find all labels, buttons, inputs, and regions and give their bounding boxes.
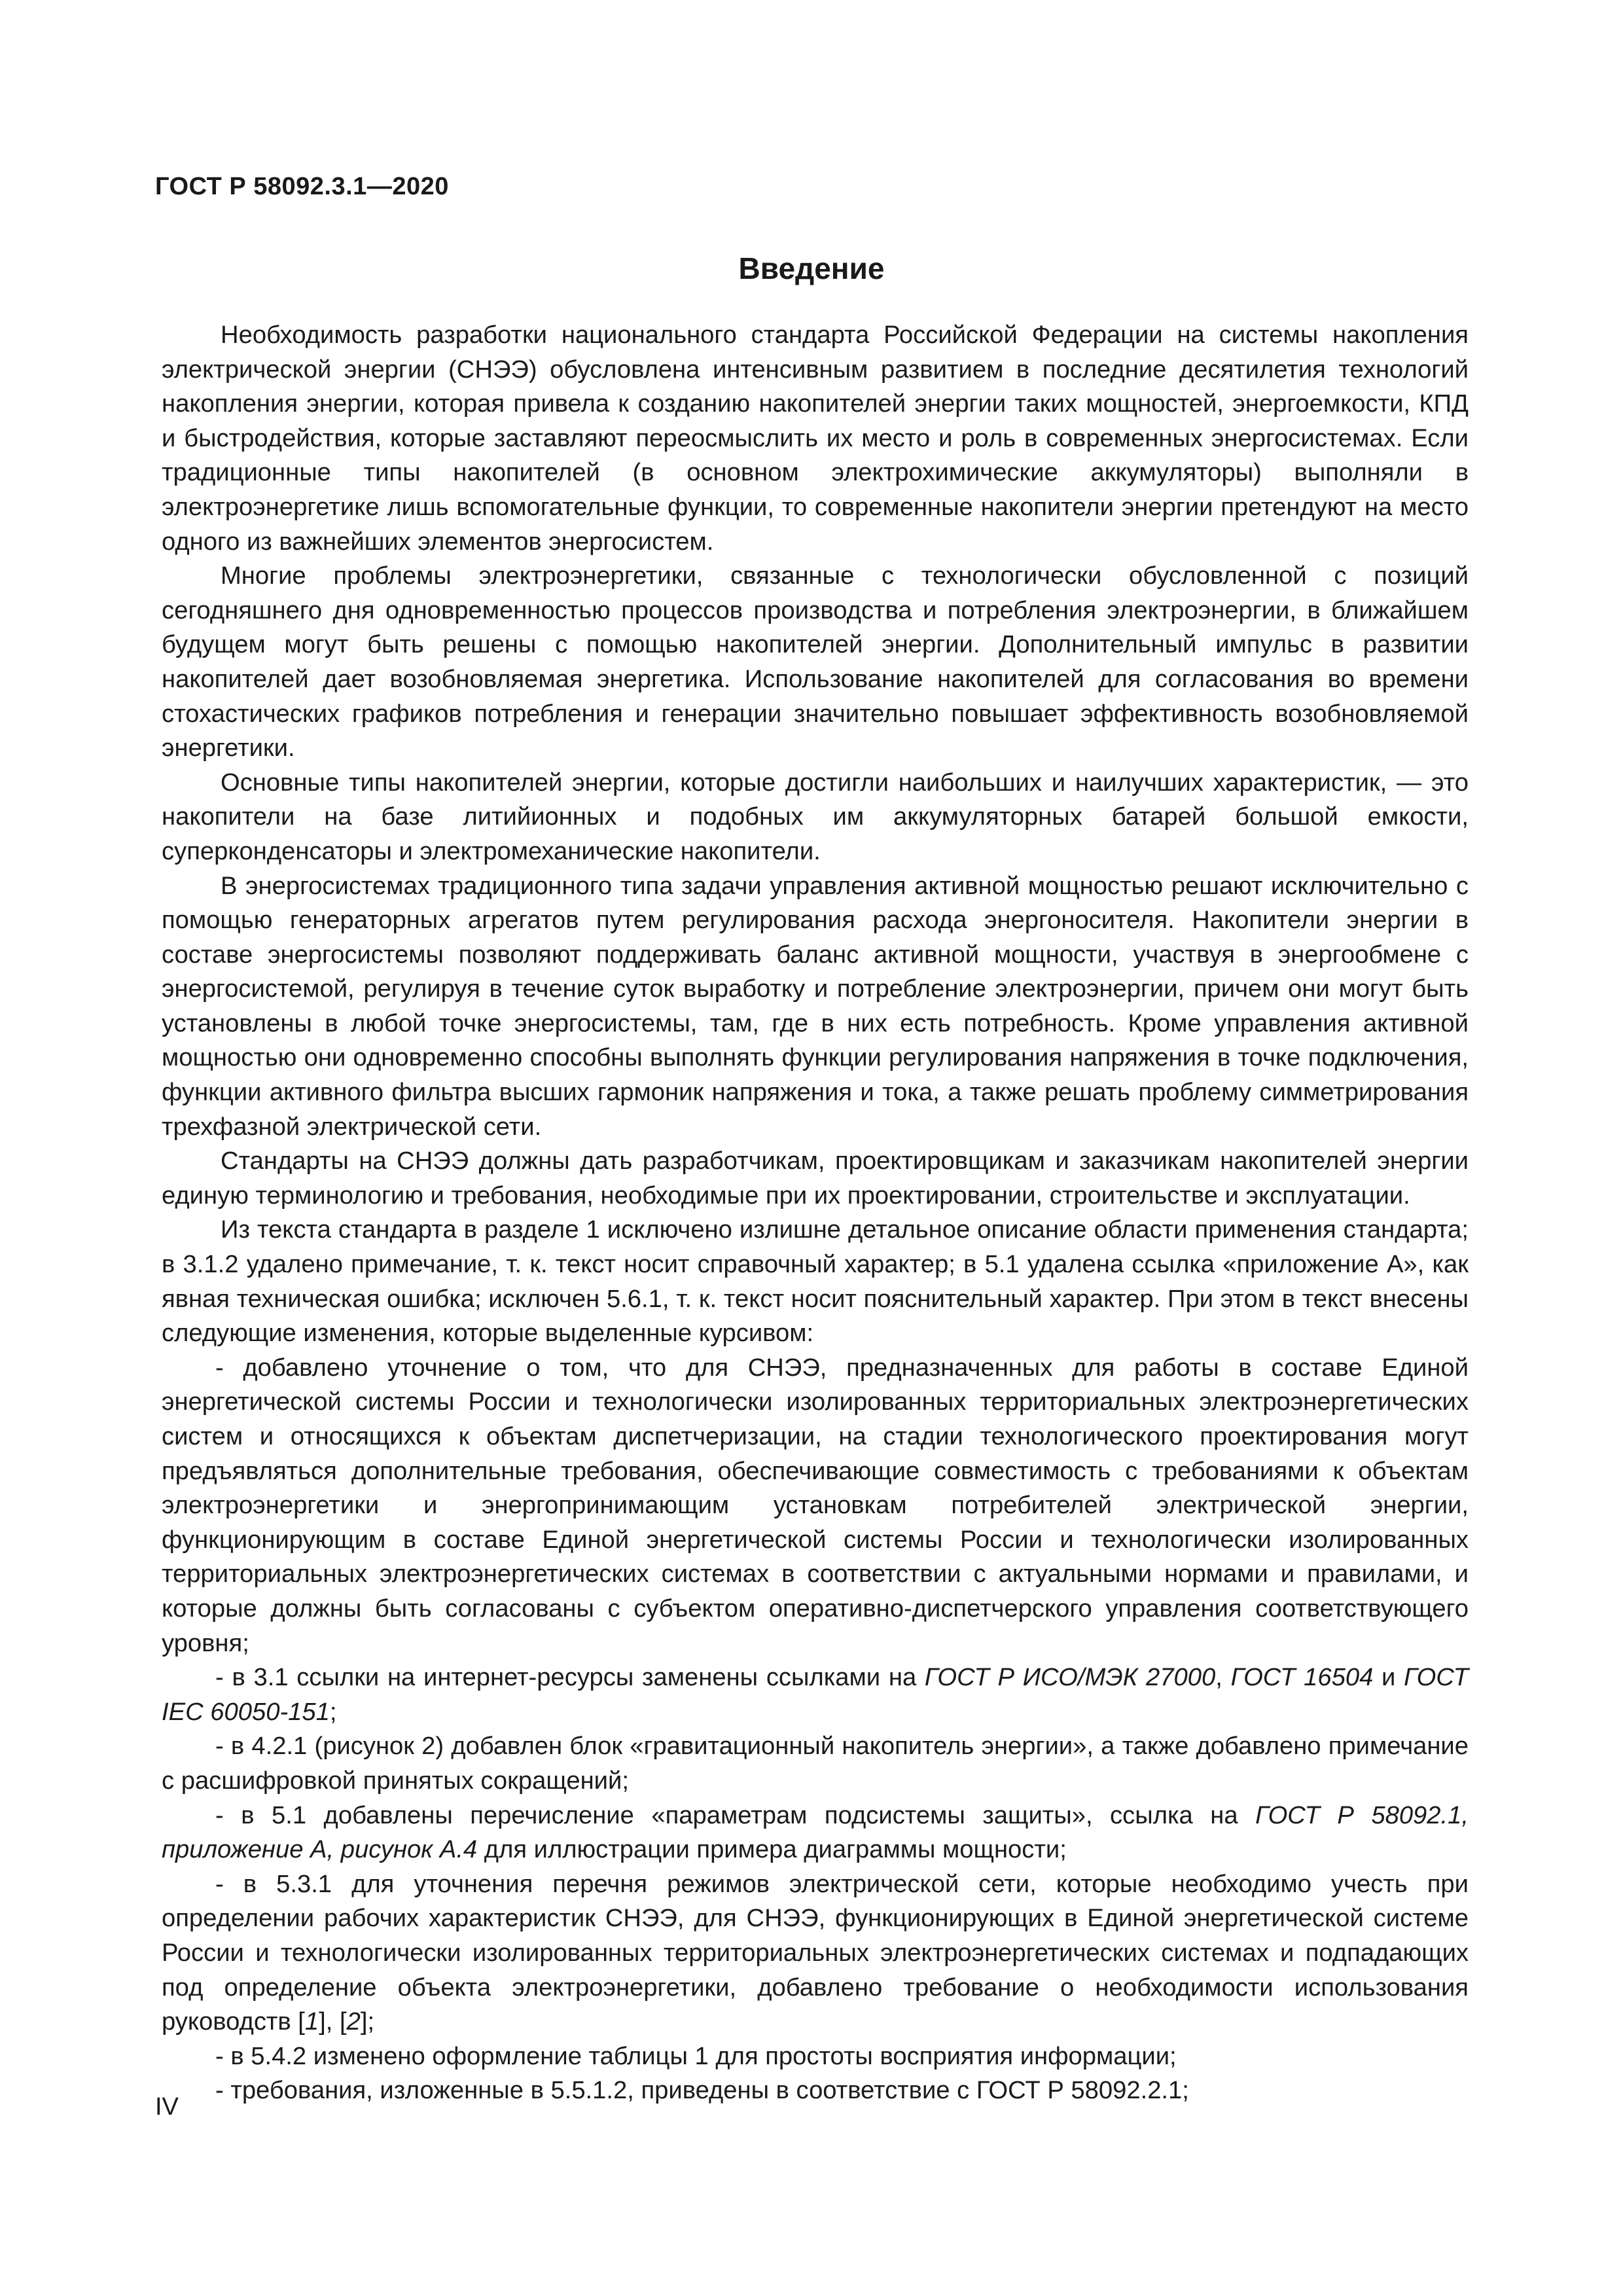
standard-reference: ГОСТ Р 58092.1, приложение А, рисунок А.4 [162, 1801, 1469, 1864]
list-item-text: - в 5.1 добавлены перечисление «параметрам подсистемы защиты», ссылка на [215, 1801, 1256, 1829]
list-item [162, 1867, 1469, 2039]
document-header-code: ГОСТ Р 58092.3.1—2020 [155, 173, 449, 200]
bibliography-reference: 1 [304, 2007, 319, 2036]
list-item: - добавлено уточнение о том, что для СНЭЭ, предназначенных для работы в составе Единой энергетической системы России и технологически изолированных территориальных электроэнергетических систем и относящихся к объектам диспетчеризации, на стадии технологического проектирования могут предъявляться дополнительные требования, обеспечивающие совместимость с требованиями к объектам электроэнергетики и энергопринимающим установкам потребителей электрической энергии, функционирующим в составе Единой энергетической системы России и технологически изолированных территориальных электроэнергетических системах в соответствии с актуальными нормами и правилами, и которые должны быть согласованы с субъектом оперативно-диспетчерского управления соответствующего уровня; [162, 1353, 1469, 1657]
list-item: - в 5.4.2 изменено оформление таблицы 1 для простоты восприятия информации; [215, 2041, 1177, 2070]
paragraph-2: Многие проблемы электроэнергетики, связанные с технологически обусловленной с позиций сегодняшнего дня одновременностью процессов производства и потребления электроэнергии, в ближайшем будущем могут быть решены с помощью накопителей энергии. Дополнительный импульс в развитии накопителей дает возобновляемая энергетика. Использование накопителей для согласования во времени стохастических графиков потребления и генерации значительно повышает эффективность возобновляемой энергетики. [162, 562, 1469, 762]
list-item [162, 1799, 1469, 1867]
paragraph-6: Из текста стандарта в разделе 1 исключено излишне детальное описание области применения стандарта; в 3.1.2 удалено примечание, т. к. текст носит справочный характер; в 5.1 удалена ссылка «приложение А», как явная техническая ошибка; исключен 5.6.1, т. к. текст носит пояснительный характер. При этом в текст внесены следующие изменения, которые выделенные курсивом: [162, 1215, 1469, 1348]
list-item-text: - в 3.1 ссылки на интернет-ресурсы заменены ссылками на [215, 1663, 925, 1692]
list-item-end: ; [329, 1697, 337, 1726]
separator: , [1215, 1663, 1231, 1692]
standard-reference: ГОСТ Р ИСО/МЭК 27000 [924, 1663, 1216, 1692]
standard-reference: ГОСТ IEC 60050-151 [162, 1663, 1469, 1726]
separator: ], [ [319, 2007, 347, 2036]
separator: и [1373, 1663, 1404, 1692]
bibliography-reference: 2 [346, 2007, 361, 2036]
list-item: - требования, изложенные в 5.5.1.2, приведены в соответствие с ГОСТ Р 58092.2.1; [215, 2076, 1189, 2105]
paragraph-5: Стандарты на СНЭЭ должны дать разработчикам, проектировщикам и заказчикам накопителей энергии единую терминологию и требования, необходимые при их проектировании, строительстве и эксплуатации. [162, 1147, 1469, 1210]
standard-reference: ГОСТ 16504 [1230, 1663, 1374, 1692]
list-item-end: ]; [360, 2007, 375, 2036]
list-item-end: для иллюстрации примера диаграммы мощности; [477, 1835, 1067, 1864]
list-item [162, 1660, 1469, 1729]
document-body [162, 318, 1469, 2108]
list-item: - в 4.2.1 (рисунок 2) добавлен блок «гравитационный накопитель энергии», а также добавлено примечание с расшифровкой принятых сокращений; [162, 1732, 1469, 1795]
paragraph-3: Основные типы накопителей энергии, которые достигли наибольших и наилучших характеристик, — это накопители на базе литийионных и подобных им аккумуляторных батарей большой емкости, суперконденсаторы и электромеханические накопители. [162, 768, 1469, 865]
list-item-text: - в 5.3.1 для уточнения перечня режимов электрической сети, которые необходимо учесть при определении рабочих характеристик СНЭЭ, для СНЭЭ, функционирующих в Единой энергетической системе России и технологически изолированных территориальных электроэнергетических системах и подпадающих под определение объекта электроэнергетики, добавлено требование о необходимости использования руководств [ [162, 1869, 1469, 2036]
section-title: Введение [738, 251, 885, 285]
paragraph-1: Необходимость разработки национального стандарта Российской Федерации на системы накопления электрической энергии (СНЭЭ) обусловлена интенсивным развитием в последние десятилетия технологий накопления энергии, которая привела к созданию накопителей энергии таких мощностей, энергоемкости, КПД и быстродействия, которые заставляют переосмыслить их место и роль в современных энергосистемах. Если традиционные типы накопителей (в основном электрохимические аккумуляторы) выполняли в электроэнергетике лишь вспомогательные функции, то современные накопители энергии претендуют на место одного из важнейших элементов энергосистем. [162, 321, 1469, 556]
page-number: IV [155, 2093, 179, 2121]
paragraph-4: В энергосистемах традиционного типа задачи управления активной мощностью решают исключительно с помощью генераторных агрегатов путем регулирования расхода энергоносителя. Накопители энергии в составе энергосистемы позволяют поддерживать баланс активной мощности, участвуя в энергообмене с энергосистемой, регулируя в течение суток выработку и потребление электроэнергии, причем они могут быть установлены в любой точке энергосистемы, там, где в них есть потребность. Кроме управления активной мощностью они одновременно способны выполнять функции регулирования напряжения в точке подключения, функции активного фильтра высших гармоник напряжения и тока, а также решать проблему симметрирования трехфазной электрической сети. [162, 871, 1469, 1141]
